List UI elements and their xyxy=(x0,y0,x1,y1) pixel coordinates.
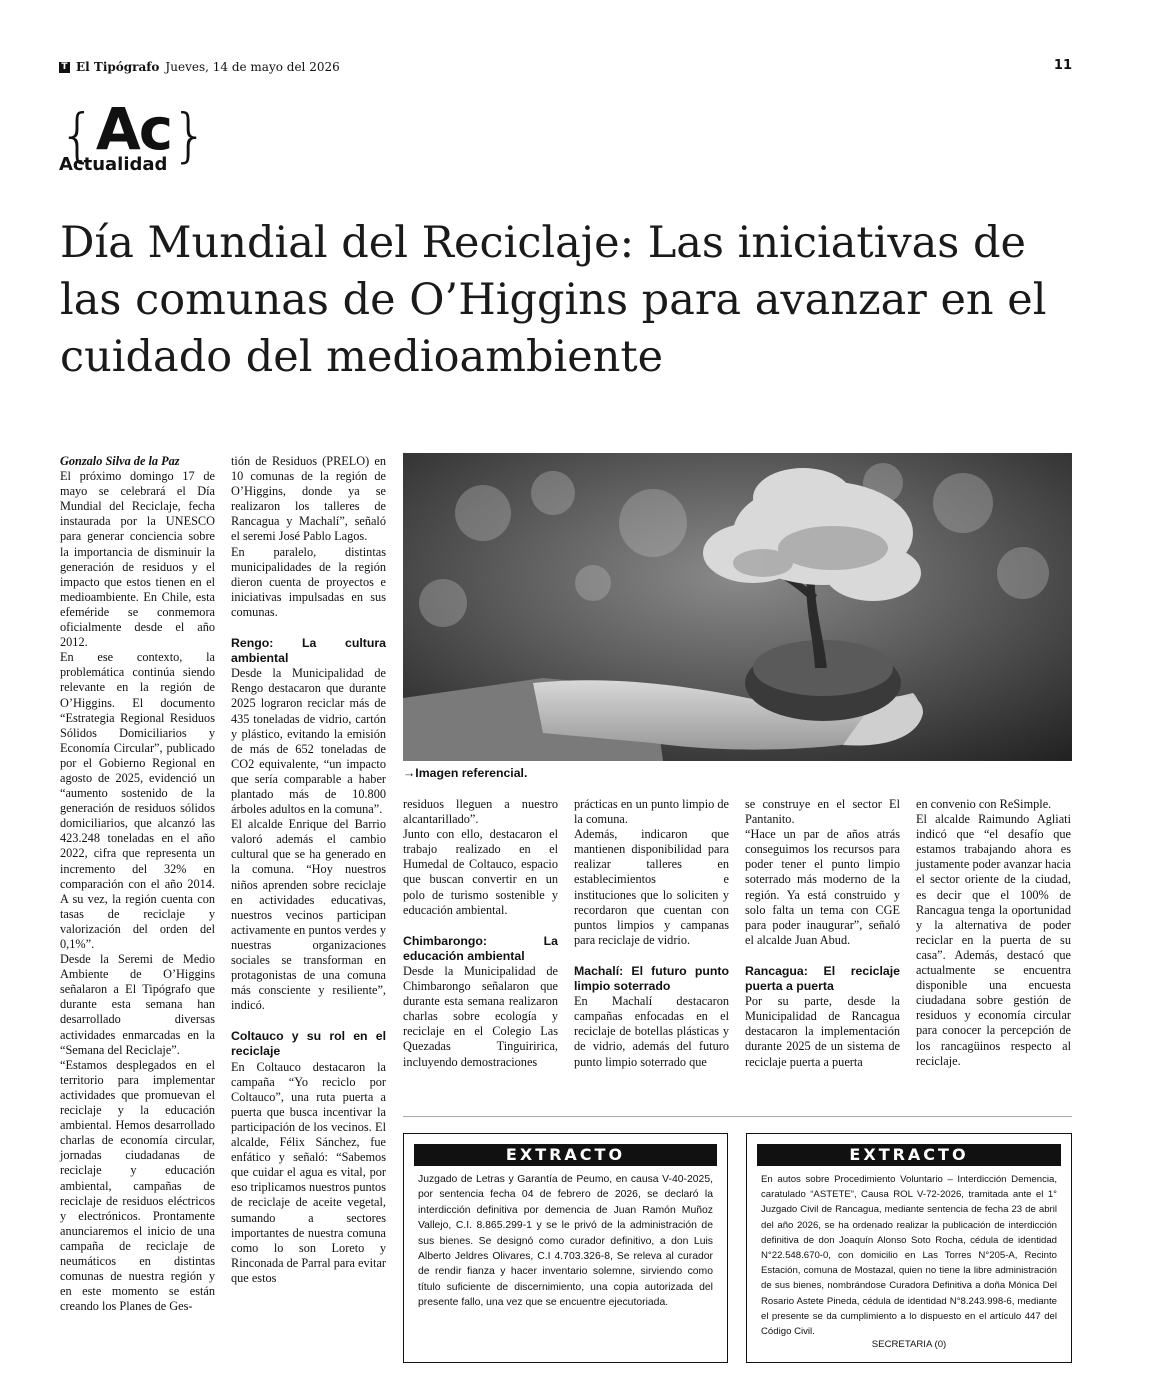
paragraph: Desde la Seremi de Medio Ambiente de O’Higgins señalaron a El Tipógrafo que durante esta semana han desarrollado diversas actividades enmarcadas en la “Semana del Reciclaje”. xyxy=(60,952,215,1057)
paragraph: En paralelo, distintas municipalidades de la región dieron cuenta de proyectos e iniciativas impulsadas en sus comunas. xyxy=(231,544,386,619)
ad-title: EXTRACTO xyxy=(414,1144,717,1166)
article-column-6 xyxy=(916,797,1071,1069)
paragraph: El alcalde Enrique del Barrio valoró además el cambio cultural que se ha generado en la comuna. “Hoy nuestros niños aprenden sobre reciclaje en actividades educativas, nuestros vecinos participan activamente en puntos verdes y nuestras organizaciones sociales se transforman en protagonistas de una comuna más consciente y resiliente”, indicó. xyxy=(231,817,386,1013)
byline: Gonzalo Silva de la Paz xyxy=(60,454,180,468)
paragraph: en convenio con ReSimple. xyxy=(916,797,1052,811)
subhead-rengo: Rengo: La cultura ambiental xyxy=(231,636,386,666)
article-column-4 xyxy=(574,797,729,1070)
paragraph: En ese contexto, la problemática continúa siendo relevante en la región de O’Higgins. El documento “Estrategia Regional Residuos Sólidos Domiciliarios y Economía Circular”, publicado por el Gobierno Regional en agosto de 2025, evidenció un “aumento sostenido de la generación de residuos sólidos domiciliarios, que alcanzó las 423.248 toneladas en el año 2022, cifra que representa un incremento del 32% en comparación con el año 2014. A su vez, la región cuenta con tasas de reciclaje y valorización del orden del 0,1%”. xyxy=(60,650,215,951)
article-column-2 xyxy=(231,454,386,1286)
divider xyxy=(403,1116,1072,1117)
paragraph: “Estamos desplegados en el territorio para implementar actividades que promuevan el reciclaje y la educación ambiental. Hemos desarrollado charlas de economía circular, jornadas ciudadanas de reciclaje y educación ambiental, campañas de reciclaje de residuos eléctricos y electrónicos. Prontamente anunciaremos el inicio de una campaña de reciclaje de neumáticos en distintas comunas de nuestra región y en este momento se están creando los Planes de Ges- xyxy=(60,1057,215,1314)
newspaper-name: El Tipógrafo xyxy=(76,60,160,74)
issue-date: Jueves, 14 de mayo del 2026 xyxy=(165,60,340,74)
brace-open: { xyxy=(59,101,96,169)
paragraph: residuos lleguen a nuestro alcantarillado”. xyxy=(403,797,558,827)
paragraph: En Coltauco destacaron la campaña “Yo reciclo por Coltauco”, una ruta puerta a puerta que busca incentivar la participación de los vecinos. El alcalde, Félix Sánchez, fue enfático y señaló: “Sabemos que cuidar el agua es vital, por eso triplicamos nuestros puntos de reciclaje de aceite vegetal, sumando a sectores importantes de nuestra comuna como lo son Loreto y Rinconada de Parral para evitar que estos xyxy=(231,1059,387,1285)
ad-text: En autos sobre Procedimiento Voluntario – Interdicción Demencia, caratulado “ASTETE”, Causa ROL V-72-2026, tramitada ante el 1° Juzgado Civil de Rancagua, mediante sentencia de fecha 23 de abril del año 2026, se ha ordenado realizar la publicación de interdicción definitiva de don Joaquín Alonso Soto Rocha, cédula de identidad N°22.548.670-0, con domicilio en Las Torres N°205-A, Recinto Estación, comuna de Mostazal, quien no tiene la libre administración de sus bienes, nombrándose Curadora Definitiva a doña Mónica Del Rosario Astete Pineda, cédula de identidad N°8.243.998-6, mediante el presente se da cumplimiento a lo dispuesto en el artículo 447 del Código Civil. xyxy=(761,1174,1057,1338)
masthead xyxy=(59,60,340,74)
section-name: Actualidad xyxy=(59,154,168,175)
subhead-chimbarongo: Chimbarongo: La educación ambiental xyxy=(403,933,558,963)
article-column-1 xyxy=(60,454,215,1314)
ad-footer: SECRETARIA (0) xyxy=(871,1339,947,1351)
paragraph: Desde la Municipalidad de Chimbarongo señalaron que durante esta semana realizaron charlas sobre ecología y reciclaje en el Colegio Las Quezadas Tinguiririca, incluyendo demostraciones xyxy=(403,963,558,1069)
photo-illustration xyxy=(403,453,1072,761)
newspaper-logo-icon: T xyxy=(59,62,70,73)
tree-in-hands-photo xyxy=(403,453,1072,761)
ad-text: Juzgado de Letras y Garantía de Peumo, en causa V-40-2025, por sentencia fecha 04 de febrero de 2026, se declaró la interdicción definitiva por demencia de Juan Ramón Muñoz Vallejo, C.I. 8.865.299-1 y se le privó de la administración de sus bienes. Se designó como curador definitivo, a don Luis Alberto Jeldres Olivares, C.I 4.703.326-8, Se releva al curador de rendir fianza y hacer inventario solemne, sirviendo como título suficiente de discernimiento, una copia autorizada del presente fallo, una vez que se encuentre ejecutoriada. xyxy=(418,1174,713,1309)
subhead-rancagua: Rancagua: El reciclaje puerta a puerta xyxy=(745,963,900,994)
legal-notice-ad xyxy=(403,1133,728,1363)
brace-close: } xyxy=(171,101,209,169)
section-mark xyxy=(59,95,259,175)
subhead-coltauco: Coltauco y su rol en el reciclaje xyxy=(231,1029,386,1059)
paragraph: Además, indicaron que mantienen disponibilidad para realizar talleres en establecimientos e instituciones que lo soliciten y recordaron que cuentan con puntos limpios y campanas para reciclaje de vidrio. xyxy=(574,827,729,947)
legal-notice-ad xyxy=(746,1133,1072,1363)
paragraph: prácticas en un punto limpio de la comuna. xyxy=(574,797,729,827)
ad-title: EXTRACTO xyxy=(757,1144,1061,1166)
paragraph: El próximo domingo 17 de mayo se celebrará el Día Mundial del Reciclaje, fecha instaurada por la UNESCO para generar conciencia sobre la importancia de disminuir la generación de residuos y el impacto que estos tienen en el medioambiente. En Chile, esta efeméride se conmemora oficialmente desde el año 2012. xyxy=(60,469,215,650)
paragraph: El alcalde Raimundo Agliati indicó que “el desafío que estamos trabajando ahora es justamente poder avanzar hacia el sector oriente de la ciudad, es decir que el 100% de Rancagua tenga la oportunidad y la alternativa de poder reciclar en la puerta de su casa”. Además, destacó que actualmente se encuentra disponible una encuesta ciudadana sobre gestión de residuos y economía circular para conocer la percepción de los rancagüinos respecto al reciclaje. xyxy=(916,812,1071,1068)
section-abbr: Ac xyxy=(95,95,172,163)
article-column-3 xyxy=(403,797,558,1070)
paragraph: se construye en el sector El Pantanito. xyxy=(745,797,900,827)
paragraph: Desde la Municipalidad de Rengo destacaron que durante 2025 lograron reciclar más de 435 toneladas de vidrio, cartón y plástico, evitando la emisión de más de 652 toneladas de CO2 equivalente, “un impacto que sería comparable a haber plantado más de 10.800 árboles adultos en la comuna”. xyxy=(231,666,386,817)
photo-caption: →Imagen referencial. xyxy=(403,766,528,780)
paragraph: Junto con ello, destacaron el trabajo realizado en el Humedal de Coltauco, espacio que buscan convertir en un polo de turismo sostenible y educación ambiental. xyxy=(403,827,558,917)
paragraph: Por su parte, desde la Municipalidad de Rancagua destacaron la implementación durante 2025 de un sistema de reciclaje puerta a puerta xyxy=(745,994,900,1069)
article-column-5 xyxy=(745,797,900,1070)
paragraph: En Machalí destacaron campañas enfocadas en el reciclaje de botellas plásticas y de vidrio, además del futuro punto limpio soterrado que xyxy=(574,994,729,1069)
paragraph: “Hace un par de años atrás conseguimos los recursos para poder tener el punto limpio soterrado más moderno de la región. Ya está construido y solo falta un tema con CGE para poder inaugurar”, señaló el alcalde Juan Abud. xyxy=(745,827,900,947)
page-number: 11 xyxy=(1053,58,1072,73)
headline: Día Mundial del Reciclaje: Las iniciativas de las comunas de O’Higgins para avanzar en el cuidado del medioambiente xyxy=(60,218,1047,382)
subhead-machali: Machalí: El futuro punto limpio soterrado xyxy=(574,963,729,994)
paragraph: tión de Residuos (PRELO) en 10 comunas de la región de O’Higgins, donde ya se realizaron los talleres de Rancagua y Machalí”, señaló el seremi José Pablo Lagos. xyxy=(231,454,386,544)
